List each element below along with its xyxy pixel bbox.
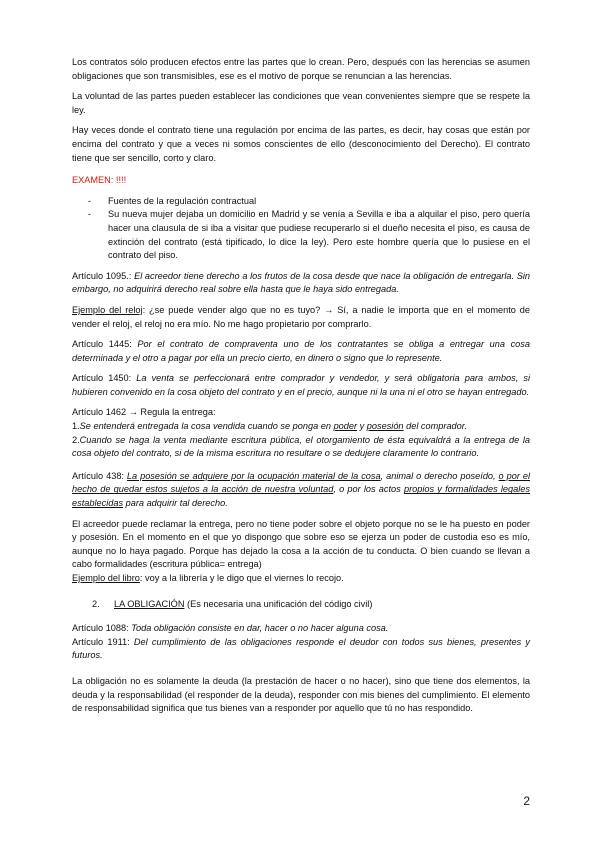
- article-text: Del cumplimiento de las obligaciones responde el deudor con todos sus bienes, presentes y futuros.: [72, 636, 530, 661]
- article-text: Por el contrato de compraventa uno de los contratantes se obliga a entregar una cosa determinada y el otro a pagar por ella un precio cierto, en dinero o signo que lo represente.: [72, 339, 530, 363]
- clause-text: del comprador.: [403, 421, 468, 432]
- article-1911: [72, 636, 530, 663]
- paragraph-regulacion: Hay veces donde el contrato tiene una regulación por encima de las partes, es decir, hay cosas que están por encima del contrato y que a veces ni somos conscientes de ello (desconocimiento del Derecho). El contrato tiene que ser sencillo, corto y claro.: [72, 125, 530, 163]
- clause-text: Se entenderá entregada la cosa vendida cuando se ponga en: [79, 421, 334, 432]
- example-reloj: [72, 304, 530, 331]
- article-1088: [72, 622, 530, 636]
- article-label: Artículo 1450:: [72, 373, 137, 384]
- section-note: (Es necesaria una unificación del código civil): [184, 598, 373, 609]
- list-item: - Fuentes de la regulación contractual: [88, 195, 530, 209]
- article-label: Artículo 1445:: [72, 339, 138, 350]
- article-text: , o por los actos: [333, 484, 404, 495]
- list-item: - Su nueva mujer dejaba un domicilio en Madrid y se venía a Sevilla e iba a alquilar el piso, pero quería hacer una clausula de si iba a visitar que pudiese recuperarlo si el dueño necesita el piso, es causa de extinción del contrato (está tipificado, lo dice la ley). Pero este hombre quería que lo pusiese en el contrato del piso.: [88, 208, 530, 262]
- article-underlined-2: o por el hecho de quedar estos sujetos a la acción de nuestra voluntad: [72, 470, 530, 495]
- clause-text: Cuando se haga la venta mediante escritura pública, el otorgamiento de ésta equivaldrá a la entrega de la cosa objeto del contrato, si de la misma escritura no resultare o se dedujere claramente lo contrario.: [72, 434, 530, 459]
- example-libro: [72, 572, 530, 586]
- section-title: LA OBLIGACIÓN: [114, 598, 185, 609]
- article-text: para adquirir tal derecho.: [123, 498, 228, 509]
- article-title: Artículo 1462 → Regula la entrega:: [72, 407, 216, 418]
- paragraph-contratos: Los contratos sólo producen efectos entre las partes que lo crean. Pero, después con las herencias se asumen obligaciones que son transmisibles, ese es el motivo de porque se renuncian a las herencias.: [72, 57, 530, 81]
- article-text: , animal o derecho poseído,: [380, 470, 499, 481]
- clause-term-posesion: posesión: [366, 421, 404, 432]
- article-label: Artículo 1911:: [72, 636, 134, 647]
- article-text: El acreedor tiene derecho a los frutos de la cosa desde que nace la obligación de entregarla. Sin embargo, no adquirirá derecho real sobre ella hasta que le haya sido entregada.: [72, 270, 531, 295]
- paragraph-obligacion: La obligación no es solamente la deuda (la prestación de hacer o no hacer), sino que tiene dos elementos, la deuda y la responsabilidad (el responder de la deuda), responder con mis bienes del cumplimiento. El elemento de responsabilidad significa que tus bienes van a responder por aquello que tú no has respondido.: [72, 675, 530, 714]
- clause-text: y: [357, 421, 367, 432]
- article-1095: [72, 270, 530, 297]
- clause-number: 1.: [72, 421, 80, 432]
- section-number: 2.: [92, 598, 100, 609]
- example-text: : voy a la librería y le digo que el viernes lo recojo.: [139, 573, 344, 583]
- article-label: Artículo 1088:: [72, 623, 132, 634]
- acreedor-block: [72, 518, 530, 586]
- article-label: Artículo 1095.:: [72, 270, 135, 281]
- article-438: [72, 470, 530, 511]
- article-text: Toda obligación consiste en dar, hacer o no hacer alguna cosa.: [131, 623, 389, 634]
- clause-term-poder: poder: [333, 421, 358, 432]
- section-heading: [92, 598, 530, 612]
- acreedor-paragraph: El acreedor puede reclamar la entrega, pero no tiene poder sobre el objeto porque no se le ha puesto en poder y posesión. En el momento en el que yo dispongo que sobre eso se ejerza un poder de custodia eso es mío, aunque no lo haya pagado. Porque has dejado la cosa a la acción de tu conducta. O bien cuando se llevan a cabo formalidades (escritura pública= entrega): [72, 518, 530, 570]
- page-number: 2: [523, 794, 530, 808]
- article-1445: [72, 338, 530, 365]
- article-label: Artículo 438:: [72, 470, 127, 481]
- article-text: La venta se perfeccionará entre comprador y vendedor, y será obligatoria para ambos, si hubieren convenido en la cosa objeto del contrato y en el precio, aunque ni la una ni el otro se hayan entregado.: [72, 373, 530, 397]
- article-1462: [72, 406, 530, 460]
- paragraph-voluntad: La voluntad de las partes pueden establecer las condiciones que vean convenientes siempre que se respete la ley.: [72, 91, 530, 115]
- example-label: Ejemplo del libro: [72, 573, 140, 583]
- article-1450: [72, 372, 530, 399]
- clause-number: 2.: [72, 434, 80, 445]
- article-clause-1: [72, 420, 530, 434]
- example-label: Ejemplo del reloj: [72, 304, 143, 315]
- article-clause-2: [72, 434, 530, 461]
- exam-label: EXAMEN: !!!!: [72, 175, 127, 186]
- article-underlined-1: La posesión se adquiere por la ocupación material de la cosa: [126, 470, 381, 481]
- articles-obligacion: [72, 622, 530, 663]
- bullet-list: [72, 195, 530, 263]
- article-underlined-3: propios y formalidades legales establecidas: [72, 484, 530, 509]
- example-text: : ¿se puede vender algo que no es tuyo? → Sí, a nadie le importa que en el momento de vender el reloj, el reloj no era mío. No me hago propietario por comprarlo.: [72, 304, 531, 329]
